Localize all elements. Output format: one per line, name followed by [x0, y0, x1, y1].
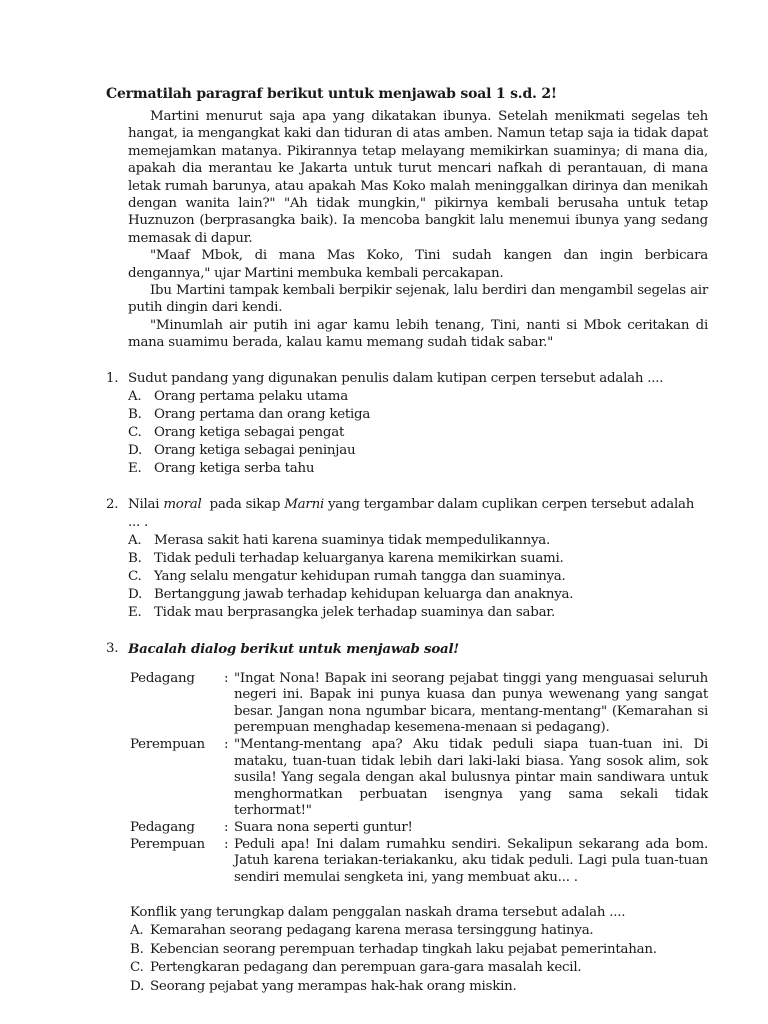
- option-letter: A.: [128, 532, 142, 548]
- option-text: Orang pertama dan orang ketiga: [154, 406, 371, 422]
- option-b[interactable]: [128, 406, 708, 424]
- question-1: [106, 370, 708, 478]
- option-list: [106, 922, 708, 996]
- option-letter: C.: [130, 960, 144, 976]
- question-text-moral: moral: [163, 496, 202, 512]
- option-e[interactable]: [128, 460, 708, 478]
- option-text: Merasa sakit hati karena suaminya tidak mempedulikannya.: [154, 532, 551, 548]
- option-letter: A.: [130, 923, 144, 939]
- option-c[interactable]: [128, 568, 708, 586]
- option-letter: D.: [130, 978, 145, 994]
- option-text: Tidak mau berprasangka jelek terhadap suaminya dan sabar.: [154, 604, 555, 620]
- speaker-colon: :: [224, 737, 229, 753]
- question-text-part: Nilai: [128, 496, 164, 512]
- speaker-colon: :: [224, 836, 229, 852]
- option-c[interactable]: [128, 424, 708, 442]
- drama-dialog: [130, 671, 708, 887]
- option-letter: B.: [128, 406, 142, 422]
- option-text: Orang pertama pelaku utama: [154, 388, 348, 404]
- question-instruction: [128, 640, 708, 659]
- story-passage: [128, 108, 708, 352]
- option-a[interactable]: [130, 922, 708, 940]
- passage-paragraph: "Minumlah air putih ini agar kamu lebih tenang, Tini, nanti si Mbok ceritakan di mana suamimu berada, kalau kamu memang sudah tidak sabar.": [128, 317, 708, 351]
- passage-paragraph: Martini menurut saja apa yang dikatakan ibunya. Setelah menikmati segelas teh hangat, ia mengangkat kaki dan tiduran di atas amben. Namun tetap saja ia tidak dapat memejamkan matanya. Pikirannya tetap melayang memikirkan suaminya; di mana dia, apakah dia merantau ke Jakarta untuk turut mencari nafkah di perantauan, di mana letak rumah barunya, atau apakah Mas Koko malah meninggalkan dirinya dan menikah dengan wanita lain?" "Ah tidak mungkin," pikirnya kembali berusaha untuk tetap Huznuzon (berprasangka baik). Ia mencoba bangkit lalu menemui ibunya yang sedang memasak di dapur.: [128, 109, 708, 246]
- speech-text: Peduli apa! Ini dalam rumahku sendiri. Sekalipun sekarang ada bom. Jatuh karena teriakan-teriakanku, aku tidak peduli. Lagi pula tuan-tuan sendiri memulai sengketa ini, yang membuat aku... .: [234, 836, 708, 885]
- question-text: Sudut pandang yang digunakan penulis dalam kutipan cerpen tersebut adalah ....: [128, 370, 664, 386]
- option-d[interactable]: [130, 978, 708, 996]
- instruction-text: Bacalah dialog berikut untuk menjawab soal!: [128, 640, 459, 657]
- speaker-name: Perempuan: [130, 737, 205, 753]
- option-text: Orang ketiga sebagai peninjau: [154, 442, 356, 458]
- question-text-part: pada sikap: [201, 496, 285, 512]
- option-text: Bertanggung jawab terhadap kehidupan keluarga dan anaknya.: [154, 586, 574, 602]
- dialog-turn: [130, 820, 708, 837]
- option-text: Kemarahan seorang pedagang karena merasa tersinggung hatinya.: [150, 923, 594, 939]
- question-text: [128, 496, 708, 532]
- dialog-turn: [130, 737, 708, 820]
- option-letter: E.: [128, 460, 142, 476]
- option-text: Orang ketiga sebagai pengat: [154, 424, 345, 440]
- question-2: [106, 496, 708, 622]
- option-text: Pertengkaran pedagang dan perempuan gara-gara masalah kecil.: [150, 960, 582, 976]
- option-letter: D.: [128, 586, 143, 602]
- option-c[interactable]: [130, 959, 708, 977]
- option-letter: B.: [128, 550, 142, 566]
- passage-paragraph: Ibu Martini tampak kembali berpikir sejenak, lalu berdiri dan mengambil segelas air putih dingin dari kendi.: [128, 283, 708, 316]
- dialog-turn: [130, 837, 708, 887]
- option-list: [106, 532, 708, 622]
- option-b[interactable]: [128, 550, 708, 568]
- question-text: Konflik yang terungkap dalam penggalan naskah drama tersebut adalah ....: [130, 905, 626, 921]
- option-letter: A.: [128, 388, 142, 404]
- question-3: [106, 640, 708, 996]
- option-letter: C.: [128, 424, 142, 440]
- option-e[interactable]: [128, 604, 708, 622]
- speaker-name: Pedagang: [130, 670, 195, 686]
- option-d[interactable]: [128, 586, 708, 604]
- option-list: [106, 388, 708, 478]
- question-text-marni: Marni: [284, 496, 324, 512]
- speech-text: "Ingat Nona! Bapak ini seorang pejabat tinggi yang menguasai seluruh negeri ini. Bapak ini punya kuasa dan punya wewenang yang sangat besar. Jangan nona ngumbar bicara, mentang-mentang" (Kemarahan si perempuan menghadap kesemena-menaan si pedagang).: [234, 670, 708, 736]
- option-letter: E.: [128, 604, 142, 620]
- option-text: Orang ketiga serba tahu: [154, 460, 315, 476]
- option-letter: B.: [130, 941, 144, 957]
- option-text: Tidak peduli terhadap keluarganya karena memikirkan suami.: [154, 550, 564, 566]
- option-text: Kebencian seorang perempuan terhadap tingkah laku pejabat pemerintahan.: [150, 941, 657, 957]
- option-a[interactable]: [128, 388, 708, 406]
- option-text: Seorang pejabat yang merampas hak-hak orang miskin.: [150, 978, 517, 994]
- question-number: 2.: [106, 496, 119, 512]
- speaker-name: Pedagang: [130, 820, 195, 836]
- dialog-turn: [130, 671, 708, 737]
- speaker-colon: :: [224, 820, 229, 836]
- question-number: 1.: [106, 370, 119, 386]
- section-heading: Cermatilah paragraf berikut untuk menjawab soal 1 s.d. 2!: [106, 86, 557, 102]
- option-a[interactable]: [128, 532, 708, 550]
- passage-paragraph: "Maaf Mbok, di mana Mas Koko, Tini sudah kangen dan ingin berbicara dengannya," ujar Martini membuka kembali percakapan.: [128, 248, 708, 281]
- option-letter: C.: [128, 568, 142, 584]
- speaker-colon: :: [224, 670, 229, 686]
- option-b[interactable]: [130, 941, 708, 959]
- question-number: 3.: [106, 640, 119, 656]
- question-text-part: yang tergambar dalam cuplikan cerpen tersebut adalah ... .: [128, 496, 695, 530]
- option-letter: D.: [128, 442, 143, 458]
- option-text: Yang selalu mengatur kehidupan rumah tangga dan suaminya.: [154, 568, 566, 584]
- speech-text: "Mentang-mentang apa? Aku tidak peduli siapa tuan-tuan ini. Di mataku, tuan-tuan tidak lebih dari laki-laki biasa. Yang sosok alim, sok susila! Yang segala dengan akal bulusnya pintar main sandiwara untuk menghormatkan perbuatan isengnya yang sama sekali tidak terhormat!": [234, 737, 708, 819]
- speech-text: Suara nona seperti guntur!: [234, 820, 413, 836]
- option-d[interactable]: [128, 442, 708, 460]
- speaker-name: Perempuan: [130, 836, 205, 852]
